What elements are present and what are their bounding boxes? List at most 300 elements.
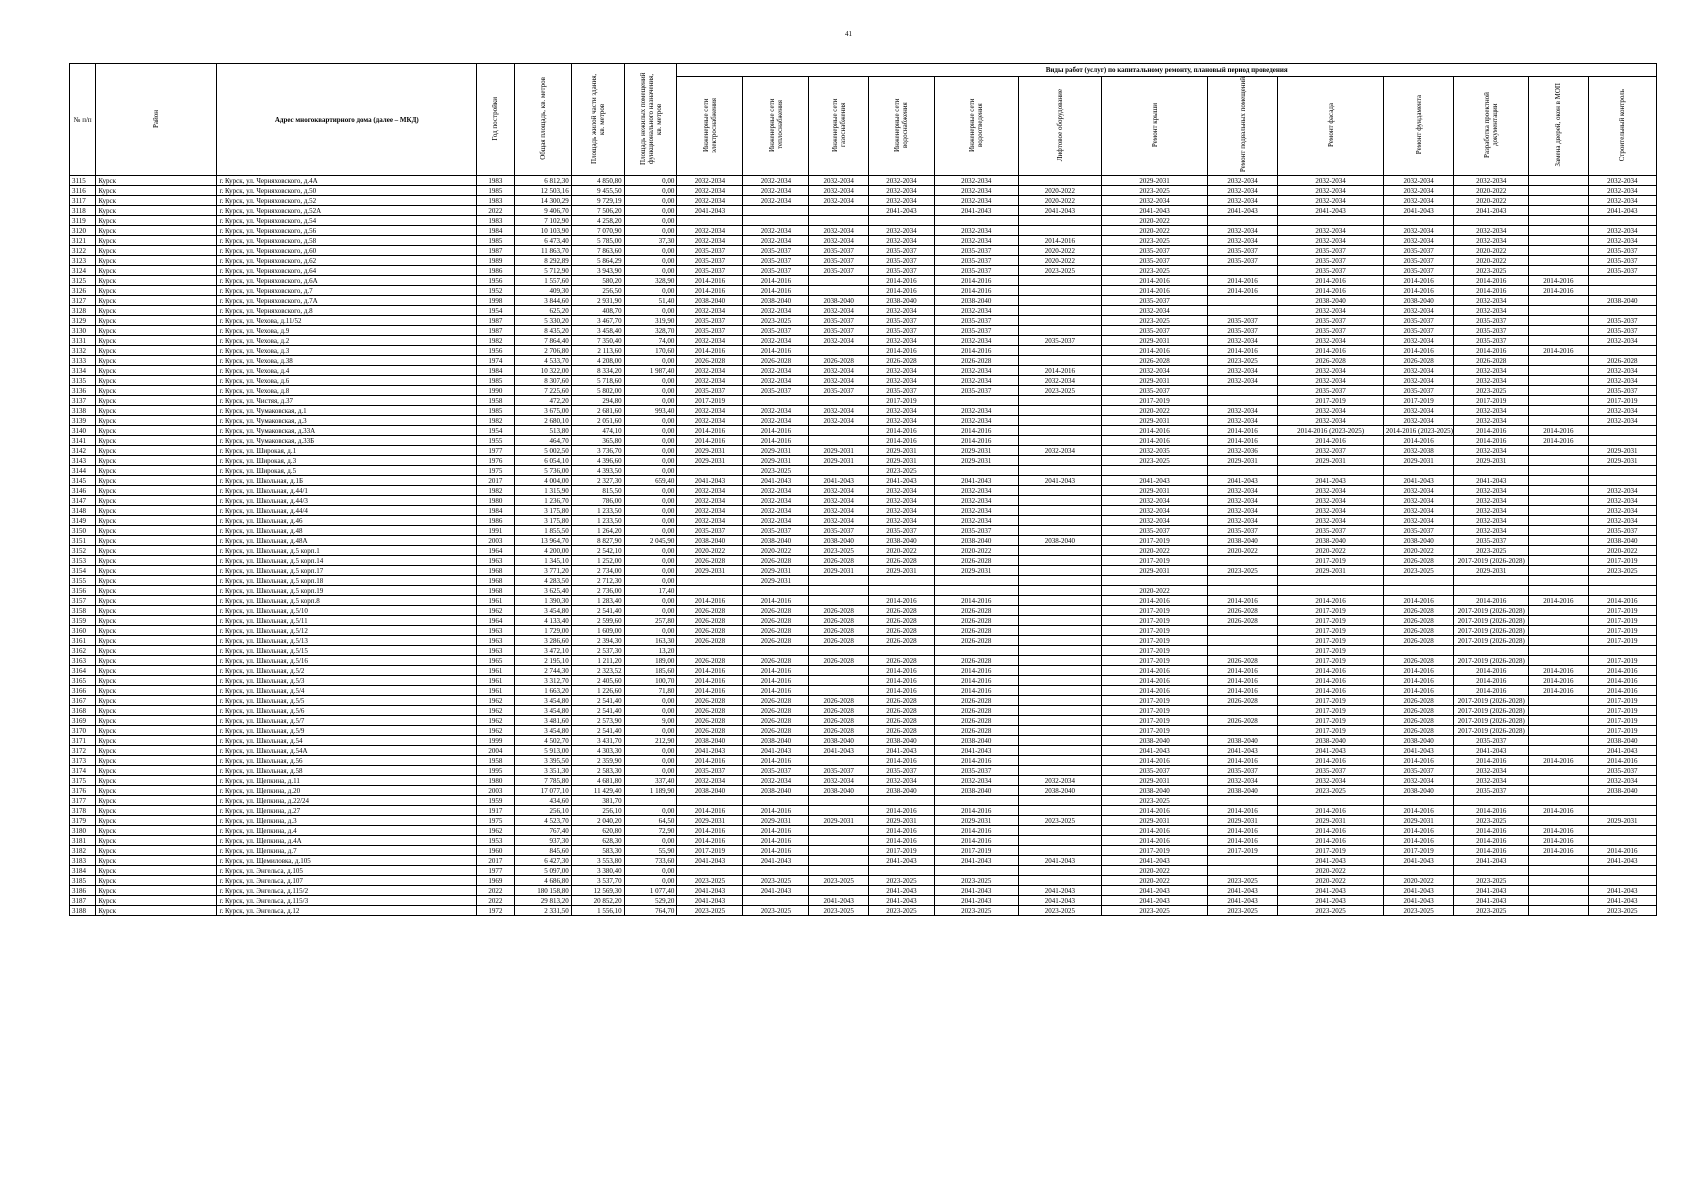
table-cell: 2029-2031 <box>1102 336 1208 346</box>
table-cell: 2038-2040 <box>743 296 809 306</box>
table-cell: 3160 <box>70 626 96 636</box>
table-cell: 2017-2019 <box>677 396 743 406</box>
table-cell: 2026-2028 <box>677 616 743 626</box>
table-cell: 1985 <box>477 236 514 246</box>
page-number: 41 <box>845 30 852 38</box>
table-cell: 2 599,60 <box>571 616 624 626</box>
table-cell: 2017-2019 <box>677 846 743 856</box>
table-cell <box>1588 826 1656 836</box>
table-cell: 1963 <box>477 636 514 646</box>
table-cell <box>1207 306 1277 316</box>
table-cell: 3155 <box>70 576 96 586</box>
table-cell: 2 712,30 <box>571 576 624 586</box>
table-cell: г. Курск, ул. Чумаковская, д.33А <box>217 426 477 436</box>
table-cell: 2032-2034 <box>809 416 868 426</box>
table-cell <box>1529 516 1588 526</box>
table-cell: 2023-2025 <box>1207 356 1277 366</box>
table-cell: 2041-2043 <box>868 206 934 216</box>
table-cell: 0,00 <box>624 286 677 296</box>
table-cell: 2 045,90 <box>624 536 677 546</box>
table-cell: 2026-2028 <box>1207 656 1277 666</box>
header-total-area: Общая площадь, кв. метров <box>514 64 571 176</box>
table-cell: 0,00 <box>624 256 677 266</box>
table-cell: 2026-2028 <box>743 656 809 666</box>
table-cell: г. Курск, ул. Щепкина, д.4 <box>217 826 477 836</box>
table-cell: 2041-2043 <box>934 856 1018 866</box>
table-cell: 2032-2034 <box>934 366 1018 376</box>
header-works-group: Виды работ (услуг) по капитальному ремонту, плановый период проведения <box>677 64 1657 77</box>
table-cell: 2014-2016 <box>1529 286 1588 296</box>
table-cell: 2035-2037 <box>1383 766 1453 776</box>
table-cell: 64,50 <box>624 816 677 826</box>
table-cell: 0,00 <box>624 396 677 406</box>
table-cell: 4 533,70 <box>514 356 571 366</box>
table-cell: г. Курск, ул. Школьная, д.5 корп.18 <box>217 576 477 586</box>
table-cell <box>1018 286 1102 296</box>
table-cell: 2026-2028 <box>677 656 743 666</box>
table-cell: 2032-2034 <box>1454 526 1529 536</box>
table-cell: 2026-2028 <box>743 636 809 646</box>
table-cell: 2026-2028 <box>677 606 743 616</box>
table-cell: 2032-2034 <box>1278 486 1384 496</box>
table-row <box>70 906 1657 916</box>
table-cell: 2014-2016 <box>1102 836 1208 846</box>
table-cell <box>1529 716 1588 726</box>
table-cell: 3119 <box>70 216 96 226</box>
table-cell <box>1454 586 1529 596</box>
table-cell: г. Курск, ул. Школьная, д.5/4 <box>217 686 477 696</box>
table-cell: 3124 <box>70 266 96 276</box>
table-cell <box>1529 226 1588 236</box>
table-cell: 0,00 <box>624 466 677 476</box>
table-cell: 2014-2016 <box>934 436 1018 446</box>
table-cell: 3138 <box>70 406 96 416</box>
table-cell: 2032-2034 <box>1588 176 1656 186</box>
table-cell: 2014-2016 <box>1383 436 1453 446</box>
table-cell: Курск <box>96 816 217 826</box>
table-row <box>70 846 1657 856</box>
table-cell <box>677 576 743 586</box>
table-cell: 2032-2034 <box>1207 406 1277 416</box>
table-row <box>70 176 1657 186</box>
table-cell: Курск <box>96 506 217 516</box>
table-row <box>70 726 1657 736</box>
table-cell: 2026-2028 <box>1102 356 1208 366</box>
table-cell: 2014-2016 <box>934 676 1018 686</box>
table-cell: 71,80 <box>624 686 677 696</box>
table-cell: 2038-2040 <box>1018 786 1102 796</box>
table-cell: 2035-2037 <box>809 386 868 396</box>
table-cell: 2 680,10 <box>514 416 571 426</box>
table-cell: 2014-2016 <box>1278 286 1384 296</box>
table-cell: г. Курск, ул. Школьная, д.48А <box>217 536 477 546</box>
table-cell: Курск <box>96 316 217 326</box>
table-cell: 2020-2022 <box>1102 876 1208 886</box>
table-cell: 2032-2034 <box>1207 236 1277 246</box>
table-cell: 2032-2034 <box>809 196 868 206</box>
table-cell: 2038-2040 <box>934 296 1018 306</box>
table-cell: 2014-2016 <box>868 276 934 286</box>
table-cell: 2032-2034 <box>1278 776 1384 786</box>
table-cell: 2029-2031 <box>868 566 934 576</box>
table-cell: 2035-2037 <box>934 266 1018 276</box>
table-cell: 1980 <box>477 776 514 786</box>
table-cell: 2038-2040 <box>1383 736 1453 746</box>
table-cell: 2017-2019 <box>1588 706 1656 716</box>
table-cell: 464,70 <box>514 436 571 446</box>
table-cell: 2020-2022 <box>1018 186 1102 196</box>
table-cell <box>1207 296 1277 306</box>
table-cell <box>1207 726 1277 736</box>
table-cell: 6 812,30 <box>514 176 571 186</box>
table-cell: 2038-2040 <box>677 296 743 306</box>
table-cell: 2041-2043 <box>1383 746 1453 756</box>
table-cell <box>1018 736 1102 746</box>
table-cell: 3125 <box>70 276 96 286</box>
table-cell: Курск <box>96 456 217 466</box>
table-cell: 2026-2028 <box>809 636 868 646</box>
table-cell: Курск <box>96 646 217 656</box>
table-cell: Курск <box>96 306 217 316</box>
table-cell: 2032-2034 <box>809 496 868 506</box>
table-cell: 2014-2016 <box>1529 846 1588 856</box>
table-cell: 2017-2019 <box>1588 636 1656 646</box>
table-cell <box>1529 726 1588 736</box>
table-cell: 1 264,20 <box>571 526 624 536</box>
table-cell: г. Курск, ул. Щепкина, д.11 <box>217 776 477 786</box>
table-cell: 2035-2037 <box>1278 316 1384 326</box>
table-cell: 2026-2028 <box>809 656 868 666</box>
table-cell: 1958 <box>477 756 514 766</box>
table-cell: 4 258,20 <box>571 216 624 226</box>
table-cell: 2035-2037 <box>1588 246 1656 256</box>
table-cell: 2029-2031 <box>934 816 1018 826</box>
table-cell: 2 573,90 <box>571 716 624 726</box>
table-cell: 163,30 <box>624 636 677 646</box>
table-cell: 2029-2031 <box>1278 566 1384 576</box>
table-cell: 2014-2016 <box>1383 666 1453 676</box>
table-cell: 2038-2040 <box>1278 536 1384 546</box>
table-cell <box>1278 216 1384 226</box>
table-cell: 3159 <box>70 616 96 626</box>
header-address: Адрес многоквартирного дома (далее – МКД) <box>217 64 477 176</box>
table-row <box>70 776 1657 786</box>
table-cell: 2017-2019 <box>1454 396 1529 406</box>
table-cell <box>1529 886 1588 896</box>
table-cell: 2032-2034 <box>1383 306 1453 316</box>
table-cell: 2035-2037 <box>1102 526 1208 536</box>
table-cell: 2014-2016 <box>1454 346 1529 356</box>
table-cell: 3173 <box>70 756 96 766</box>
table-cell: 2026-2028 <box>1207 716 1277 726</box>
table-cell: г. Курск, ул. Чумаковская, д.33Б <box>217 436 477 446</box>
table-cell: г. Курск, ул. Школьная, д.44/4 <box>217 506 477 516</box>
table-cell: 2032-2034 <box>809 226 868 236</box>
table-cell: 2020-2022 <box>1102 586 1208 596</box>
table-cell: 2032-2034 <box>868 406 934 416</box>
table-cell: 1 609,00 <box>571 626 624 636</box>
table-cell <box>1018 326 1102 336</box>
table-cell: Курск <box>96 766 217 776</box>
table-cell: 0,00 <box>624 416 677 426</box>
table-cell: 0,00 <box>624 226 677 236</box>
header-work-7: Ремонт подвальных помещений <box>1207 77 1277 176</box>
table-cell: 2041-2043 <box>868 746 934 756</box>
table-cell: 2020-2022 <box>1018 196 1102 206</box>
table-cell: Курск <box>96 696 217 706</box>
table-cell: г. Курск, ул. Черняховского, д.60 <box>217 246 477 256</box>
table-cell <box>1529 316 1588 326</box>
table-cell: 2035-2037 <box>1588 266 1656 276</box>
table-cell: г. Курск, ул. Школьная, д.5/2 <box>217 666 477 676</box>
table-cell: г. Курск, ул. Щепкина, д.22/24 <box>217 796 477 806</box>
table-cell: 2032-2034 <box>1207 506 1277 516</box>
table-row <box>70 596 1657 606</box>
table-cell: 3134 <box>70 366 96 376</box>
table-cell: 2014-2016 <box>743 826 809 836</box>
table-cell: 2032-2036 <box>1207 446 1277 456</box>
table-cell <box>1529 236 1588 246</box>
table-cell: 1983 <box>477 216 514 226</box>
table-cell <box>677 216 743 226</box>
table-cell: Курск <box>96 256 217 266</box>
table-cell: 2029-2031 <box>677 816 743 826</box>
table-cell: 2038-2040 <box>934 736 1018 746</box>
table-cell: 2014-2016 <box>743 836 809 846</box>
table-cell: 2017-2019 (2026-2028) <box>1454 626 1529 636</box>
table-cell <box>677 796 743 806</box>
table-cell: 0,00 <box>624 526 677 536</box>
table-cell: 2022 <box>477 886 514 896</box>
table-cell: 3157 <box>70 596 96 606</box>
table-cell <box>1529 296 1588 306</box>
table-cell: 2026-2028 <box>868 726 934 736</box>
table-cell: 3154 <box>70 566 96 576</box>
table-cell: г. Курск, ул. Черняховского, д.52 <box>217 196 477 206</box>
table-cell: 2017-2019 <box>1102 706 1208 716</box>
table-cell: 2035-2037 <box>1102 766 1208 776</box>
table-cell <box>1529 366 1588 376</box>
table-cell: 2032-2034 <box>809 366 868 376</box>
table-cell: 2032-2034 <box>743 226 809 236</box>
table-cell: Курск <box>96 736 217 746</box>
table-cell: 2017-2019 <box>1102 396 1208 406</box>
table-cell: 2032-2034 <box>1383 196 1453 206</box>
table-cell: 2041-2043 <box>1207 896 1277 906</box>
table-cell <box>1588 806 1656 816</box>
table-cell: 2014-2016 <box>1102 276 1208 286</box>
table-cell: г. Курск, ул. Чехова, д.6 <box>217 376 477 386</box>
table-cell <box>1529 486 1588 496</box>
table-cell: 2014-2016 <box>1529 686 1588 696</box>
table-cell: 3 467,70 <box>571 316 624 326</box>
table-cell: Курск <box>96 266 217 276</box>
table-cell: 3130 <box>70 326 96 336</box>
table-cell: 2041-2043 <box>1383 206 1453 216</box>
table-cell <box>1529 206 1588 216</box>
table-cell: 100,70 <box>624 676 677 686</box>
table-cell: 2014-2016 <box>1529 826 1588 836</box>
table-cell: 2014-2016 <box>1588 596 1656 606</box>
table-cell: 2041-2043 <box>934 886 1018 896</box>
table-cell: 7 864,40 <box>514 336 571 346</box>
table-cell: 2032-2034 <box>868 376 934 386</box>
table-cell: 2035-2037 <box>1102 326 1208 336</box>
table-cell: 3 771,20 <box>514 566 571 576</box>
table-row <box>70 356 1657 366</box>
table-cell: Курск <box>96 796 217 806</box>
table-cell: 2041-2043 <box>1102 886 1208 896</box>
table-cell <box>1529 306 1588 316</box>
table-cell: г. Курск, ул. Широкая, д.1 <box>217 446 477 456</box>
table-cell <box>1529 706 1588 716</box>
table-cell: 2032-2034 <box>934 176 1018 186</box>
table-cell: 2 051,60 <box>571 416 624 426</box>
table-cell: 434,60 <box>514 796 571 806</box>
table-cell <box>809 756 868 766</box>
table-cell <box>1102 576 1208 586</box>
table-cell: 1 987,40 <box>624 366 677 376</box>
table-cell: 2014-2016 <box>1278 836 1384 846</box>
table-cell <box>1529 496 1588 506</box>
table-cell: 1 729,00 <box>514 626 571 636</box>
table-cell <box>1018 756 1102 766</box>
table-cell: г. Курск, ул. Черняховского, д.56 <box>217 226 477 236</box>
table-cell: 2029-2031 <box>743 566 809 576</box>
table-cell: г. Курск, ул. Школьная, д.5/16 <box>217 656 477 666</box>
table-cell: 0,00 <box>624 566 677 576</box>
table-cell: 2032-2034 <box>868 496 934 506</box>
table-cell <box>934 396 1018 406</box>
table-cell: 2035-2037 <box>809 316 868 326</box>
table-cell: 4 396,60 <box>571 456 624 466</box>
table-cell <box>1207 636 1277 646</box>
table-cell: 2032-2034 <box>809 776 868 786</box>
header-living-area: Площадь жилой части здания, кв. метров <box>571 64 624 176</box>
table-cell: 2035-2037 <box>809 526 868 536</box>
table-cell: 2032-2034 <box>1588 336 1656 346</box>
table-cell: 2014-2016 <box>677 276 743 286</box>
table-cell: 12 569,30 <box>571 886 624 896</box>
table-cell: 3 454,80 <box>514 706 571 716</box>
table-cell: 2032-2034 <box>1454 766 1529 776</box>
table-cell: 1 189,90 <box>624 786 677 796</box>
table-cell: 1983 <box>477 176 514 186</box>
table-cell: 2020-2022 <box>1454 186 1529 196</box>
table-cell: 1968 <box>477 586 514 596</box>
table-cell: 2014-2016 <box>1383 676 1453 686</box>
table-cell: 2035-2037 <box>1278 246 1384 256</box>
table-cell <box>1529 326 1588 336</box>
table-cell <box>1018 426 1102 436</box>
table-cell: 2032-2034 <box>809 376 868 386</box>
table-cell: 1 077,40 <box>624 886 677 896</box>
table-cell: 2020-2022 <box>1454 196 1529 206</box>
table-cell: 2035-2037 <box>934 386 1018 396</box>
table-row <box>70 206 1657 216</box>
table-cell: 2017-2019 <box>1102 696 1208 706</box>
table-cell: г. Курск, ул. Энгельса, д.105 <box>217 866 477 876</box>
table-cell: 2035-2037 <box>1278 766 1384 776</box>
table-cell: 2035-2037 <box>809 246 868 256</box>
table-cell: 2032-2034 <box>1207 226 1277 236</box>
table-cell: 2032-2037 <box>1278 446 1384 456</box>
table-cell: 2038-2040 <box>1588 786 1656 796</box>
table-cell: 2041-2043 <box>1018 896 1102 906</box>
table-cell: 2035-2037 <box>868 326 934 336</box>
table-cell: 1962 <box>477 726 514 736</box>
table-cell: 2032-2034 <box>1102 306 1208 316</box>
table-cell: 2032-2034 <box>743 496 809 506</box>
table-cell <box>1018 836 1102 846</box>
table-cell: 2035-2037 <box>1207 256 1277 266</box>
table-cell: 2032-2034 <box>1018 776 1102 786</box>
table-cell <box>1207 706 1277 716</box>
table-cell: 1975 <box>477 466 514 476</box>
table-cell: 328,70 <box>624 326 677 336</box>
table-cell: 2032-2034 <box>1207 776 1277 786</box>
table-cell: г. Курск, ул. Чистяя, д.37 <box>217 396 477 406</box>
table-cell <box>1018 276 1102 286</box>
table-cell: 2014-2016 <box>1383 686 1453 696</box>
table-cell <box>809 856 868 866</box>
table-cell: Курск <box>96 826 217 836</box>
table-cell: 3 481,60 <box>514 716 571 726</box>
table-cell: 3170 <box>70 726 96 736</box>
table-cell: 2035-2037 <box>1278 326 1384 336</box>
table-cell: 2026-2028 <box>868 606 934 616</box>
table-cell: 2029-2031 <box>809 816 868 826</box>
table-cell: 2032-2034 <box>677 516 743 526</box>
table-cell: 1958 <box>477 396 514 406</box>
table-cell: 2023-2025 <box>868 876 934 886</box>
table-cell: 2041-2043 <box>1588 206 1656 216</box>
table-cell: 2029-2031 <box>1102 486 1208 496</box>
table-cell: 1 211,20 <box>571 656 624 666</box>
table-cell: 3165 <box>70 676 96 686</box>
table-cell: 2014-2016 <box>743 666 809 676</box>
table-cell: 2029-2031 <box>743 816 809 826</box>
table-cell <box>743 586 809 596</box>
table-cell: 2032-2034 <box>809 176 868 186</box>
table-cell: 2023-2025 <box>1454 816 1529 826</box>
table-cell <box>1018 666 1102 676</box>
table-cell: 2032-2034 <box>1278 196 1384 206</box>
table-cell: 0,00 <box>624 426 677 436</box>
table-cell: 2026-2028 <box>809 726 868 736</box>
table-cell <box>1018 876 1102 886</box>
table-cell: 3129 <box>70 316 96 326</box>
table-cell: 2014-2016 <box>868 836 934 846</box>
table-cell: 2026-2028 <box>677 356 743 366</box>
table-cell: 2023-2025 <box>868 906 934 916</box>
table-cell: 2023-2025 <box>1102 796 1208 806</box>
table-cell: г. Курск, ул. Щепкина, д.3 <box>217 816 477 826</box>
table-cell: 2029-2031 <box>868 446 934 456</box>
table-cell: 2017-2019 <box>1102 656 1208 666</box>
table-cell: 2032-2034 <box>743 486 809 496</box>
table-cell: 1990 <box>477 386 514 396</box>
table-cell <box>1529 776 1588 786</box>
table-cell <box>1529 196 1588 206</box>
table-cell <box>1018 346 1102 356</box>
table-cell: 3144 <box>70 466 96 476</box>
table-cell: 2014-2016 <box>868 286 934 296</box>
table-cell: 2038-2040 <box>1278 736 1384 746</box>
table-cell: Курск <box>96 236 217 246</box>
table-cell: 2026-2028 <box>1383 356 1453 366</box>
table-cell: г. Курск, ул. Энгельса, д.115/3 <box>217 896 477 906</box>
